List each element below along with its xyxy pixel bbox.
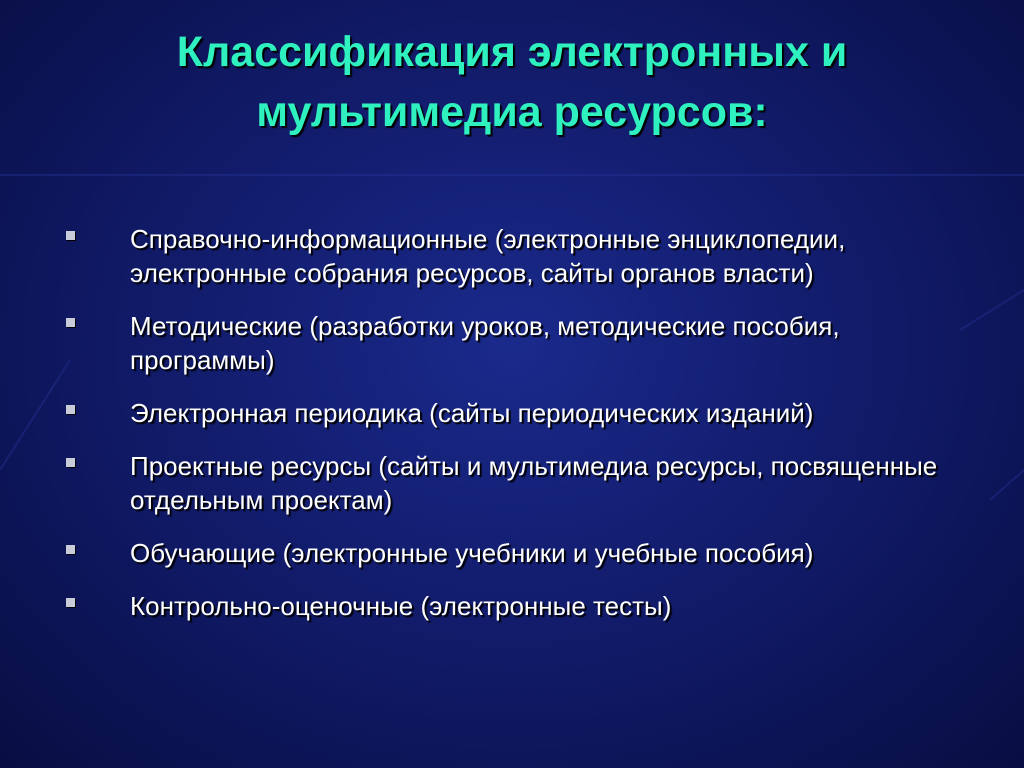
square-bullet-icon [66,545,75,554]
slide-title: Классификация электронных и мультимедиа ресурсов: [176,28,848,136]
list-item-text: Проектные ресурсы (сайты и мультимедиа ресурсы, посвященные отдельным проектам) [130,451,938,515]
list-item [62,396,982,430]
list-item [62,222,982,290]
list-item-text: Справочно-информационные (электронные энциклопедии, электронные собрания ресурсов, сайты органов власти) [130,224,846,288]
list-item [62,309,982,377]
list-item [62,449,982,517]
list-item [62,589,982,623]
list-item-text: Контрольно-оценочные (электронные тесты) [130,591,672,621]
list-item-text: Электронная периодика (сайты периодических изданий) [130,398,814,428]
square-bullet-icon [66,458,75,467]
bullet-list [62,222,982,642]
square-bullet-icon [66,318,75,327]
square-bullet-icon [66,405,75,414]
list-item-text: Обучающие (электронные учебники и учебные пособия) [130,538,814,568]
list-item [62,536,982,570]
square-bullet-icon [66,231,75,240]
square-bullet-icon [66,598,75,607]
list-item-text: Методические (разработки уроков, методические пособия, программы) [130,311,840,375]
